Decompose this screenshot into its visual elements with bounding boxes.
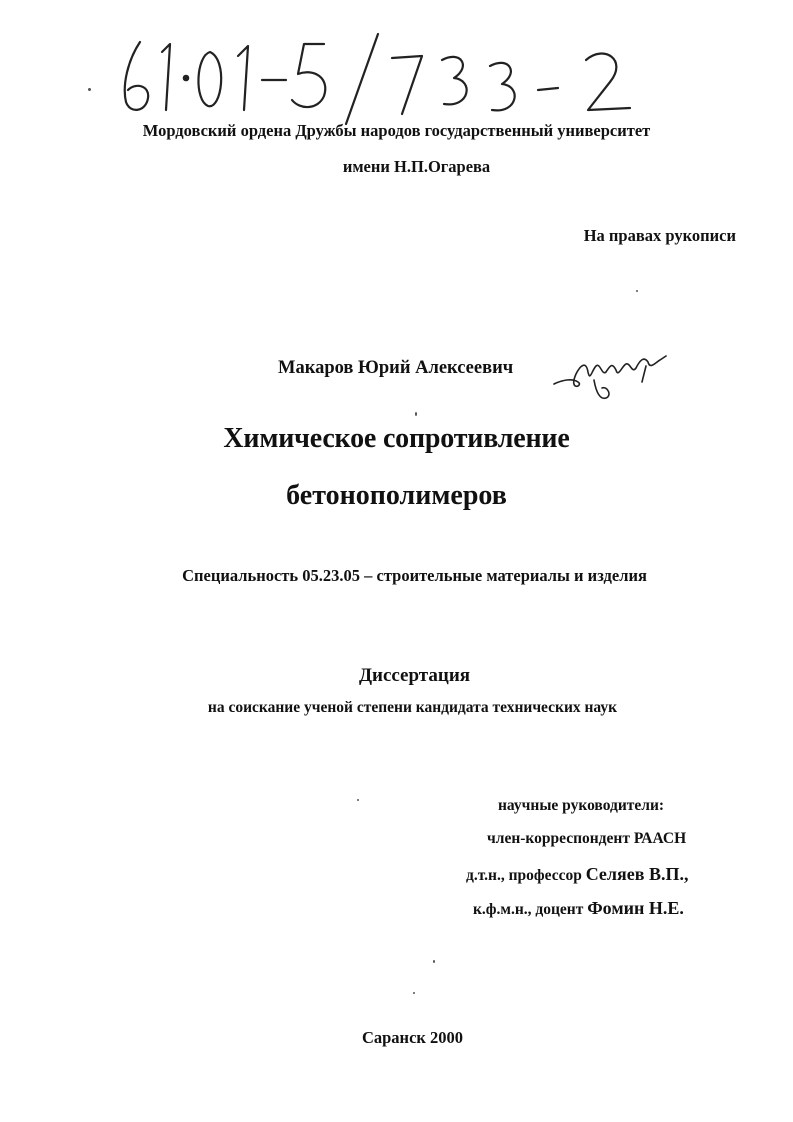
advisor-1-credentials: д.т.н., профессор: [466, 867, 586, 884]
city-year: Саранск 2000: [361, 1028, 464, 1047]
author-signature: [548, 352, 678, 407]
author-name: Макаров Юрий Алексеевич: [278, 358, 514, 378]
rights-note: На правах рукописи: [583, 226, 736, 245]
specialty: Специальность 05.23.05 – строительные материалы и изделия: [182, 566, 647, 585]
advisors-heading: научные руководители:: [498, 797, 665, 814]
handwritten-archive-code: [110, 30, 670, 125]
institution-name-line2: имени Н.П.Огарева: [342, 157, 491, 176]
thesis-title-line1: Химическое сопротивление: [223, 423, 570, 454]
advisor-title: член-корреспондент РААСН: [487, 830, 687, 847]
scan-speck: [433, 960, 435, 963]
thesis-title-line2: бетонополимеров: [286, 480, 507, 511]
advisor-2-name: Фомин Н.Е.: [587, 898, 684, 918]
document-type: Диссертация: [358, 665, 471, 686]
handwritten-code-text: 61·01-5/733-2: [110, 30, 116, 31]
advisor-2: [473, 896, 684, 922]
advisor-2-credentials: к.ф.м.н., доцент: [473, 901, 588, 918]
institution-name: Мордовский ордена Дружбы народов государственный университет: [142, 121, 651, 140]
scan-speck: [636, 290, 638, 292]
scan-speck: [357, 799, 359, 801]
degree-statement: на соискание ученой степени кандидата технических наук: [207, 699, 618, 716]
scan-speck: [415, 412, 417, 416]
advisor-1: [466, 862, 688, 888]
scan-speck: [413, 992, 415, 994]
advisor-1-name: Селяев В.П.,: [585, 864, 689, 884]
scan-speck: [88, 88, 91, 91]
